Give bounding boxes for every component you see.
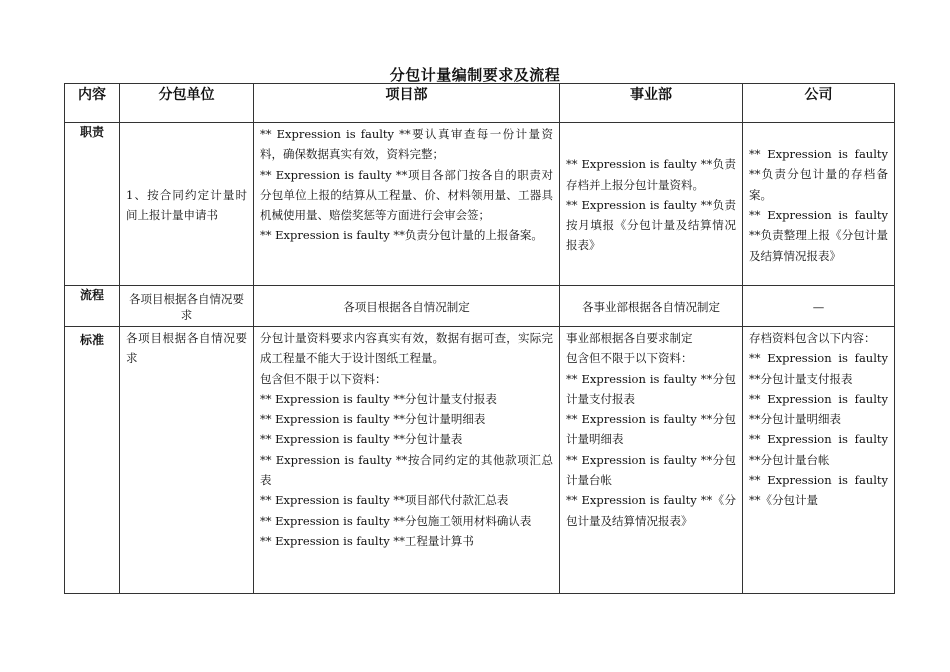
duty-company-cell: [743, 123, 895, 286]
duty-division-cell: [560, 123, 743, 286]
flow-project-cell: [254, 286, 560, 327]
standard-project-item: ** Expression is faulty **工程量计算书: [260, 533, 474, 548]
header-company: 公司: [743, 84, 895, 123]
duty-division-item: ** Expression is faulty **负责存档并上报分包计量资料。: [566, 157, 736, 192]
header-project: 项目部: [254, 84, 560, 123]
row-label-duty: 职责: [65, 123, 120, 286]
header-row: [65, 84, 895, 123]
flow-division-text: 各事业部根据各自情况制定: [582, 299, 720, 314]
duty-project-item: ** Expression is faulty **负责分包计量的上报备案。: [260, 228, 543, 243]
standard-division-cell: [560, 327, 743, 594]
standard-division-item: ** Expression is faulty **分包计量台帐: [566, 452, 736, 488]
standard-company-item: ** Expression is faulty **分包计量明细表: [749, 391, 888, 427]
standard-company-cell: [743, 327, 895, 594]
standard-project-item: ** Expression is faulty **分包计量支付报表: [260, 391, 497, 406]
flow-division-cell: [560, 286, 743, 327]
duty-company-item: ** Expression is faulty **负责整理上报《分包计量及结算情况报表》: [749, 208, 888, 263]
standard-division-item: ** Expression is faulty **分包计量支付报表: [566, 371, 736, 406]
standard-division-item: 事业部根据各自要求制定: [566, 331, 693, 345]
flow-project-text: 各项目根据各自情况制定: [343, 299, 470, 314]
standard-company-item: ** Expression is faulty **分包计量台帐: [749, 432, 888, 467]
header-content: 内容: [65, 84, 120, 123]
flow-subcontractor-cell: [120, 286, 254, 327]
header-division: 事业部: [560, 84, 743, 123]
flow-subcontractor-text: 各项目根据各自情况要求: [129, 292, 244, 322]
standard-division-item: ** Expression is faulty **分包计量明细表: [566, 412, 736, 447]
duty-subcontractor-cell: [120, 123, 254, 286]
standard-project-item: 分包计量资料要求内容真实有效，数据有据可查，实际完成工程量不能大于设计图纸工程量。: [260, 331, 553, 366]
row-flow: [65, 286, 895, 327]
standard-company-item: ** Expression is faulty **分包计量支付报表: [749, 351, 888, 386]
row-label-flow: 流程: [65, 286, 120, 327]
standard-company-item: ** Expression is faulty **《分包计量: [749, 473, 888, 508]
duty-project-item: ** Expression is faulty **项目各部门按各自的职责对分包单位上报的结算从工程量、价、材料领用量、工器具机械使用量、赔偿奖惩等方面进行会审会签；: [260, 167, 553, 223]
standard-project-item: ** Expression is faulty **项目部代付款汇总表: [260, 493, 509, 508]
standard-division-item: 包含但不限于以下资料：: [566, 351, 693, 366]
duty-project-item: ** Expression is faulty **要认真审查每一份计量资料，确保数据真实有效，资料完整；: [260, 127, 553, 162]
standard-project-item: ** Expression is faulty **分包计量表: [260, 432, 463, 447]
header-subcontractor: 分包单位: [120, 84, 254, 123]
standard-project-cell: [254, 327, 560, 594]
duty-project-cell: [254, 123, 560, 286]
row-duty: [65, 123, 895, 286]
duty-company-item: ** Expression is faulty **负责分包计量的存档备案。: [749, 147, 888, 202]
standard-project-item: ** Expression is faulty **按合同约定的其他款项汇总表: [260, 452, 553, 488]
standard-division-item: ** Expression is faulty **《分包计量及结算情况报表》: [566, 493, 736, 528]
row-standard: [65, 327, 895, 594]
standard-company-item: 存档资料包含以下内容：: [749, 331, 876, 345]
duty-subcontractor-text: 1、按合同约定计量时间上报计量申请书: [126, 187, 247, 222]
duty-division-item: ** Expression is faulty **负责按月填报《分包计量及结算情况报表》: [566, 197, 736, 253]
document-title: 分包计量编制要求及流程: [389, 66, 561, 84]
flow-company-text: —: [812, 299, 825, 314]
row-label-standard: 标准: [65, 327, 120, 594]
standard-project-item: ** Expression is faulty **分包计量明细表: [260, 412, 486, 427]
flow-company-cell: [743, 286, 895, 327]
standard-project-item: ** Expression is faulty **分包施工领用材料确认表: [260, 513, 532, 528]
requirements-table: [64, 83, 895, 594]
standard-subcontractor-cell: [120, 327, 254, 594]
standard-project-item: 包含但不限于以下资料：: [260, 371, 387, 386]
standard-subcontractor-text: 各项目根据各自情况要求: [126, 331, 247, 366]
